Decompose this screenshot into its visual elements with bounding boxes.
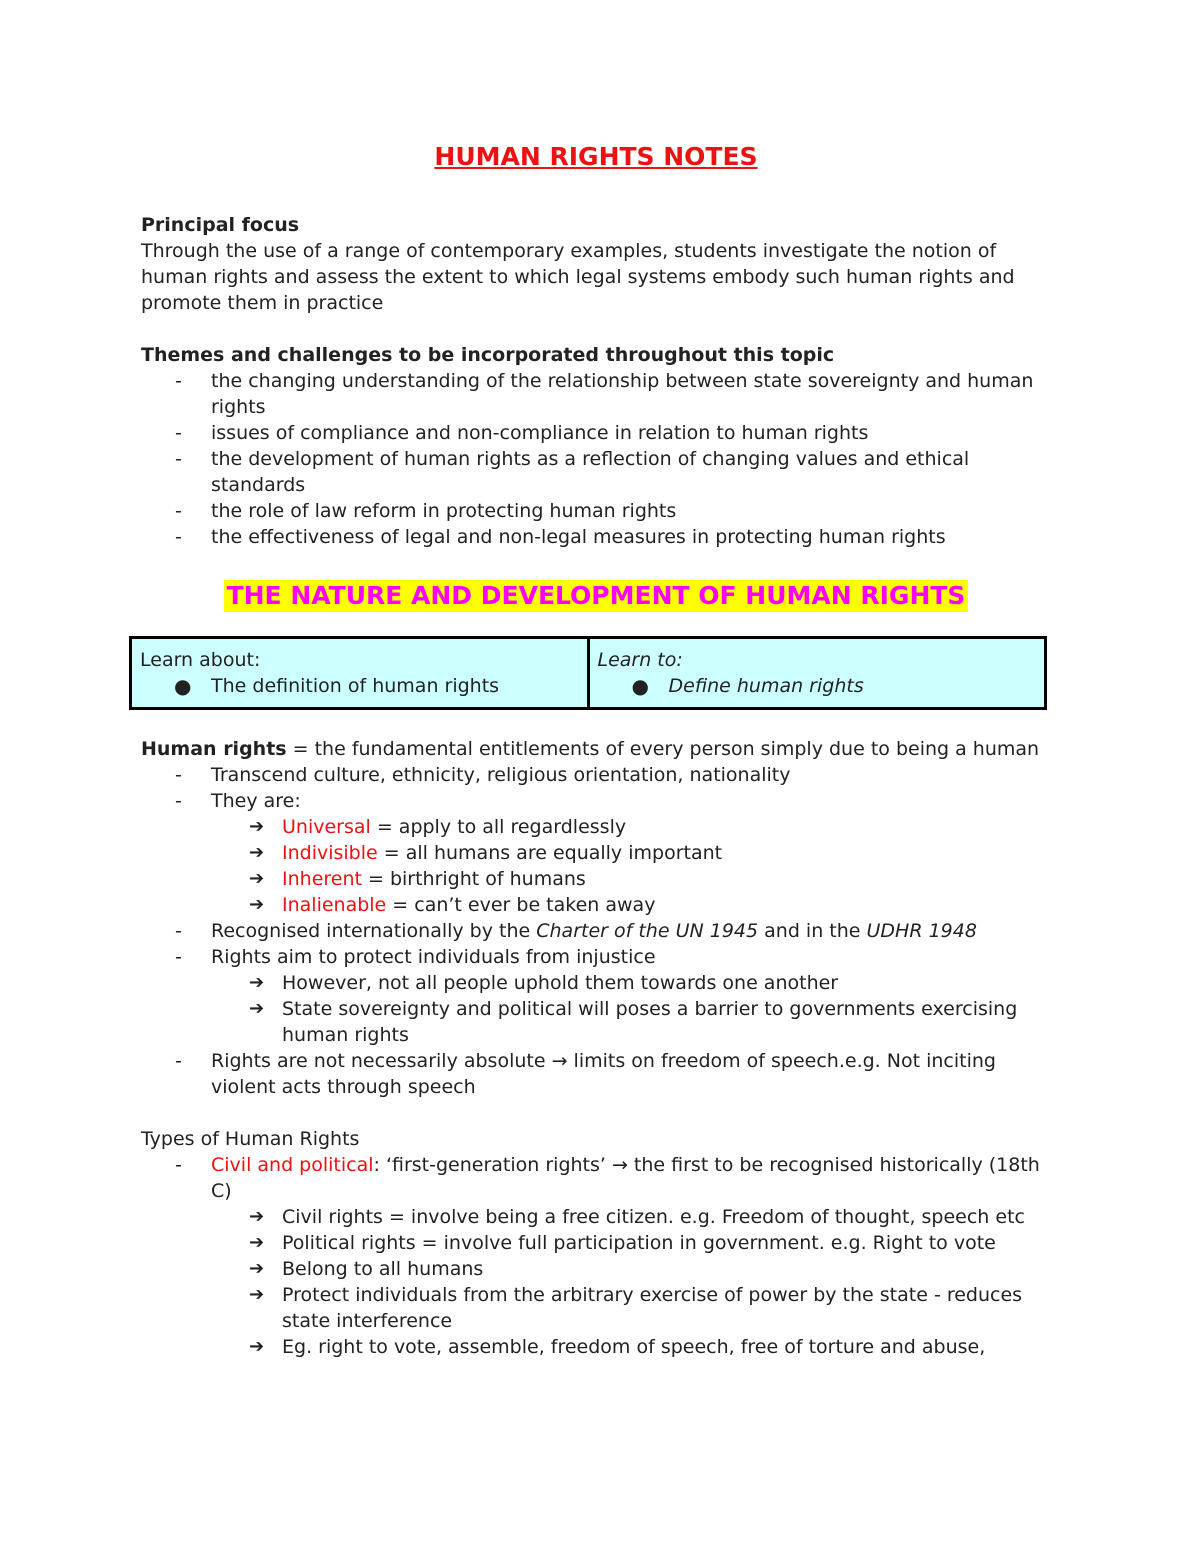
document-content (141, 140, 1051, 1360)
learn-to-label: Learn to: (597, 649, 683, 671)
list-item: - the role of law reform in protecting human rights (175, 500, 677, 522)
list-item: - the development of human rights as a reflection of changing values and ethical standards (175, 448, 970, 496)
principal-focus-body: Through the use of a range of contemporary examples, students investigate the notion of human rights and assess the extent to which legal systems embody such human rights and promote them in practice (141, 240, 1015, 314)
definition-list-continued (141, 918, 1051, 970)
dash-bullet: - (175, 500, 182, 522)
definition-text: = the fundamental entitlements of every person simply due to being a human (286, 738, 1040, 760)
list-item: - the effectiveness of legal and non-legal measures in protecting human rights (175, 526, 946, 548)
list-item: ➔ Belong to all humans (249, 1258, 484, 1280)
learn-about-cell (132, 639, 590, 707)
learn-to-item: Define human rights (668, 675, 864, 697)
arrow-bullet: ➔ (249, 1336, 265, 1357)
dot-bullet: ● (631, 674, 649, 698)
arrow-bullet: ➔ (249, 1258, 265, 1279)
arrow-bullet: ➔ (249, 998, 265, 1019)
dash-bullet: - (175, 946, 182, 968)
aim-sub-list (211, 970, 1051, 1048)
types-heading: Types of Human Rights (141, 1128, 360, 1150)
themes-list (141, 368, 1051, 550)
list-item: ➔ Eg. right to vote, assemble, freedom of speech, free of torture and abuse, (249, 1336, 986, 1358)
themes-heading: Themes and challenges to be incorporated throughout this topic (141, 344, 835, 366)
dash-bullet: - (175, 920, 182, 942)
dash-bullet: - (175, 370, 182, 392)
list-item: - They are: (175, 790, 301, 812)
dash-bullet: - (175, 526, 182, 548)
types-list (141, 1152, 1051, 1204)
list-item: ➔ Inherent = birthright of humans (249, 868, 586, 890)
list-item: ➔ Civil rights = involve being a free citizen. e.g. Freedom of thought, speech etc (249, 1206, 1025, 1228)
list-item: ➔ Political rights = involve full participation in government. e.g. Right to vote (249, 1232, 996, 1254)
list-item: - Rights aim to protect individuals from injustice (175, 946, 656, 968)
list-item: - Transcend culture, ethnicity, religious orientation, nationality (175, 764, 791, 786)
learn-about-item: The definition of human rights (211, 675, 500, 697)
dot-bullet: ● (174, 674, 192, 698)
arrow-bullet: ➔ (249, 868, 265, 889)
arrow-bullet: ➔ (249, 1232, 265, 1253)
dash-bullet: - (175, 764, 182, 786)
list-item: ➔ State sovereignty and political will poses a barrier to governments exercising human rights (249, 998, 1018, 1046)
dash-bullet: - (175, 1154, 182, 1176)
list-item: - the changing understanding of the relationship between state sovereignty and human rights (175, 370, 1034, 418)
arrow-bullet: ➔ (249, 816, 265, 837)
learn-table (129, 636, 1047, 710)
list-item: ➔ Inalienable = can’t ever be taken away (249, 894, 656, 916)
list-item: - issues of compliance and non-compliance in relation to human rights (175, 422, 869, 444)
dash-bullet: - (175, 790, 182, 812)
learn-to-cell (590, 639, 1045, 707)
definition-list (141, 762, 1051, 814)
list-item: - Rights are not necessarily absolute → limits on freedom of speech.e.g. Not inciting violent acts through speech (175, 1050, 996, 1098)
list-item: ➔ Protect individuals from the arbitrary exercise of power by the state - reduces state interference (249, 1284, 1023, 1332)
list-item: - Civil and political: ‘first-generation rights’ → the first to be recognised historically (18th C) (175, 1154, 1040, 1202)
dash-bullet: - (175, 422, 182, 444)
definition-term: Human rights (141, 738, 287, 760)
arrow-bullet: ➔ (249, 1284, 265, 1305)
list-item: ➔ However, not all people uphold them towards one another (249, 972, 839, 994)
list-item: - Recognised internationally by the Charter of the UN 1945 and in the UDHR 1948 (175, 920, 977, 942)
dash-bullet: - (175, 1050, 182, 1072)
list-item: ➔ Indivisible = all humans are equally important (249, 842, 723, 864)
page-title: HUMAN RIGHTS NOTES (434, 142, 758, 171)
arrow-bullet: ➔ (249, 1206, 265, 1227)
qualities-list (211, 814, 1051, 918)
arrow-bullet: ➔ (249, 894, 265, 915)
list-item: ➔ Universal = apply to all regardlessly (249, 816, 627, 838)
arrow-bullet: ➔ (249, 972, 265, 993)
civil-sub-list (211, 1204, 1051, 1360)
dash-bullet: - (175, 448, 182, 470)
arrow-bullet: ➔ (249, 842, 265, 863)
definition-list-end (141, 1048, 1051, 1100)
section-title: THE NATURE AND DEVELOPMENT OF HUMAN RIGHTS (224, 580, 969, 612)
principal-focus-heading: Principal focus (141, 214, 300, 236)
learn-about-label: Learn about: (140, 649, 261, 671)
definition-paragraph (141, 736, 1051, 762)
